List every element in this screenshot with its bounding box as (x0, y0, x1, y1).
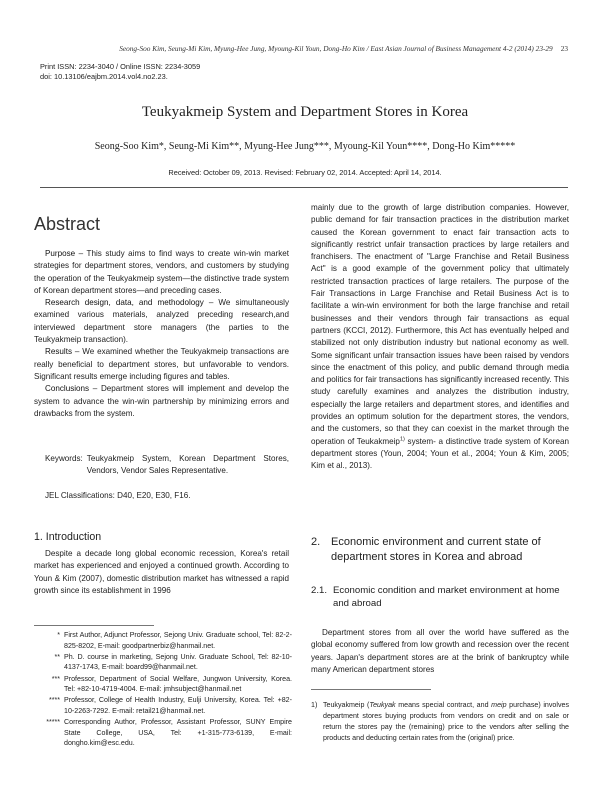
teukyakmeip-footnote (311, 700, 569, 744)
received-dates: Received: October 09, 2013. Revised: February 02, 2014. Accepted: April 14, 2014. (168, 168, 442, 177)
footnote-item (34, 674, 292, 695)
abstract-conclusions (34, 383, 289, 420)
footnote-text: Professor, Department of Social Welfare, Jungwon University, Korea. Tel: +82-10-4719-4004. E-mail: jmhsubject@hanmail.net (64, 674, 292, 694)
conclusions-label: Conclusions (45, 384, 90, 394)
method-label: Research design, data, and methodology (45, 298, 204, 308)
header-divider (40, 187, 568, 188)
section-2-1-heading (311, 584, 569, 610)
keywords-text: Teukyakmeip System, Korean Department Stores, Vendors, Vendor Sales Representative. (86, 454, 289, 476)
footnote-italic: Teukyak (369, 701, 396, 709)
author-footnotes (34, 630, 292, 750)
footnote-mark: **** (48, 696, 60, 705)
method-text: – We simultaneously examined various materials, analyzed preceding research,and interviewed department store managers (the parties to the Teukyakmeip transaction). (34, 298, 289, 345)
section-2-1-body (311, 627, 569, 676)
running-head-text: Seong-Soo Kim, Seung-Mi Kim, Myung-Hee Jung, Myoung-Kil Youn, Dong-Ho Kim / East Asian Journal of Business Management 4-2 (2014) 23-29 (119, 44, 553, 53)
section-2-title: Economic environment and current state of department stores in Korea and abroad (331, 536, 541, 563)
abstract-body (34, 248, 289, 420)
section-2-number: 2. (311, 536, 321, 548)
intro-body (34, 548, 289, 597)
footnote-mark: * (57, 631, 60, 639)
abstract-heading: Abstract (34, 214, 101, 234)
doi-line: doi: 10.13106/eajbm.2014.vol4.no2.23. (40, 71, 168, 81)
intro-heading: 1. Introduction (34, 531, 102, 543)
footnote-mark: *** (51, 674, 60, 683)
section-2-1-number: 2.1. (311, 585, 328, 596)
footnote-mark: ** (54, 652, 60, 661)
abstract-results (34, 346, 289, 383)
footnote-item (34, 717, 292, 749)
footnote-item (34, 652, 292, 673)
footnote-text: Corresponding Author, Professor, Assistant Professor, SUNY Empire State College, USA, Tel: +1-315-773-6139, E-mail: dongho.kim@esc.edu. (64, 718, 292, 748)
footnote-text: Professor, College of Health Industry, Eulji University, Korea. Tel: +82-10-2263-7292. E-mail: retail21@hanmail.net. (64, 696, 292, 715)
footnote-item (34, 630, 292, 651)
paper-title: Teukyakmeip System and Department Stores in Korea (141, 104, 469, 120)
footnote-ref: 1) (399, 435, 405, 442)
continuation-paragraph (311, 202, 569, 473)
continuation-text: mainly due to the growth of large distribution companies. However, public demand for fair transaction practices in the distribution market caused the Korean government to enact fair transaction acts to significantly restrict unfair transaction practices by large retailers and franchisers. The enactment of "Large Franchise and Retail Business Act" is a good example of the government policy that ultimately restricted transaction practices of large retailers. The purpose of the Fair Transactions in Large Franchise and Retail Business Act is to facilitate a win-win environment for both the large franchise and retail businesses and their vendors through fair transactions as equal partners (KCCI, 2012). Furthermore, this Act has eventually helped and stabilized not only distribution industry but national economy as well. Some significant unfair transaction issues have been raised by vendors since the enactment of this policy, and public demand through media and politics for fair transactions has significantly increased recently. This study carefully examines and analyzes the distribution industry, especially the large retailers and department stores, and identifies and provides an optimum solution for the department stores, the vendors, and the customers, so that they can coexist in the market through the operation of Teukakmeip (311, 203, 569, 446)
issn-block (40, 62, 200, 81)
abstract-purpose (34, 248, 289, 297)
section-2-1-title: Economic condition and market environment at home and abroad (333, 585, 560, 609)
issn-line: Print ISSN: 2234-3040 / Online ISSN: 2234-3059 (40, 62, 201, 71)
intro-continuation (311, 202, 569, 473)
results-label: Results (45, 347, 72, 357)
jel-label: JEL Classifications: (45, 491, 115, 500)
purpose-text: – This study aims to find ways to create win-win market strategies for department stores, vendors, and customers by studying the operation of the Teukyakmeip system—the distinctive trade system of Korean department stores—and preceding cases. (34, 249, 289, 295)
footnote-part: purchase) involves department stores buying products from vendors on credit and on sale or return the stores pay the (remaining) price to the vendors after selling the products and deducting certain rates from the (original) price. (323, 701, 569, 742)
jel-text: D40, E20, E30, F16. (117, 491, 191, 500)
footnote-item (34, 695, 292, 716)
continuation-text-end: system- a distinctive trade system of Korean department stores (Youn, 2004; Youn et al., 2004; Youn & Kim, 2005; Kim et al., 2013). (311, 436, 569, 471)
conclusions-text: – Department stores will implement and develop the system to advance the win-win partnership by minimizing errors and drawbacks from the system. (34, 384, 289, 418)
page-number: 23 (560, 44, 568, 53)
author-list: Seong-Soo Kim*, Seung-Mi Kim**, Myung-Hee Jung***, Myoung-Kil Youn****, Dong-Ho Kim***** (94, 141, 516, 152)
footnote-part: Teukyakmeip ( (323, 701, 370, 709)
footnote-divider-right (311, 689, 431, 690)
running-head (40, 44, 568, 53)
footnote-part: means special contract, and (395, 701, 492, 709)
intro-paragraph: Despite a decade long global economic recession, Korea's retail market has experienced and enjoyed a continued growth. According to Youn & Kim (2007), domestic distribution market has witnessed a rapid growth since its establishment in 1996 (34, 549, 289, 595)
footnote-text (323, 700, 569, 744)
keywords-label: Keywords: (45, 454, 83, 463)
footnote-text: First Author, Adjunct Professor, Sejong Univ. Graduate school, Tel: 82-2-825-8202, E-mail: goodpartnerbiz@hanmail.net. (64, 631, 292, 650)
purpose-label: Purpose (45, 249, 76, 258)
section-2-heading (311, 535, 569, 565)
keywords (34, 453, 289, 478)
section-2-1-paragraph: Department stores from all over the world have suffered as the global economy suffered from low growth and recession over the recent years. Japan's department stores are at the brink of bankruptcy while many American department stores (311, 628, 569, 674)
abstract-method (34, 297, 289, 346)
footnote-mark: 1) (311, 701, 318, 709)
footnote-divider-left (34, 625, 154, 626)
jel-classifications (34, 491, 289, 500)
results-text: – We examined whether the Teukyakmeip transactions are really beneficial to department stores, but unfavorable to vendors. Significant results emerge including figures and tables. (34, 347, 289, 381)
footnote-italic: meip (491, 701, 507, 709)
footnote-text: Ph. D. course in marketing, Sejong Univ. Graduate School, Tel: 82-10-4137-1743, E-mail: board99@hanmail.net. (64, 652, 292, 672)
footnote-mark: ***** (46, 718, 60, 727)
